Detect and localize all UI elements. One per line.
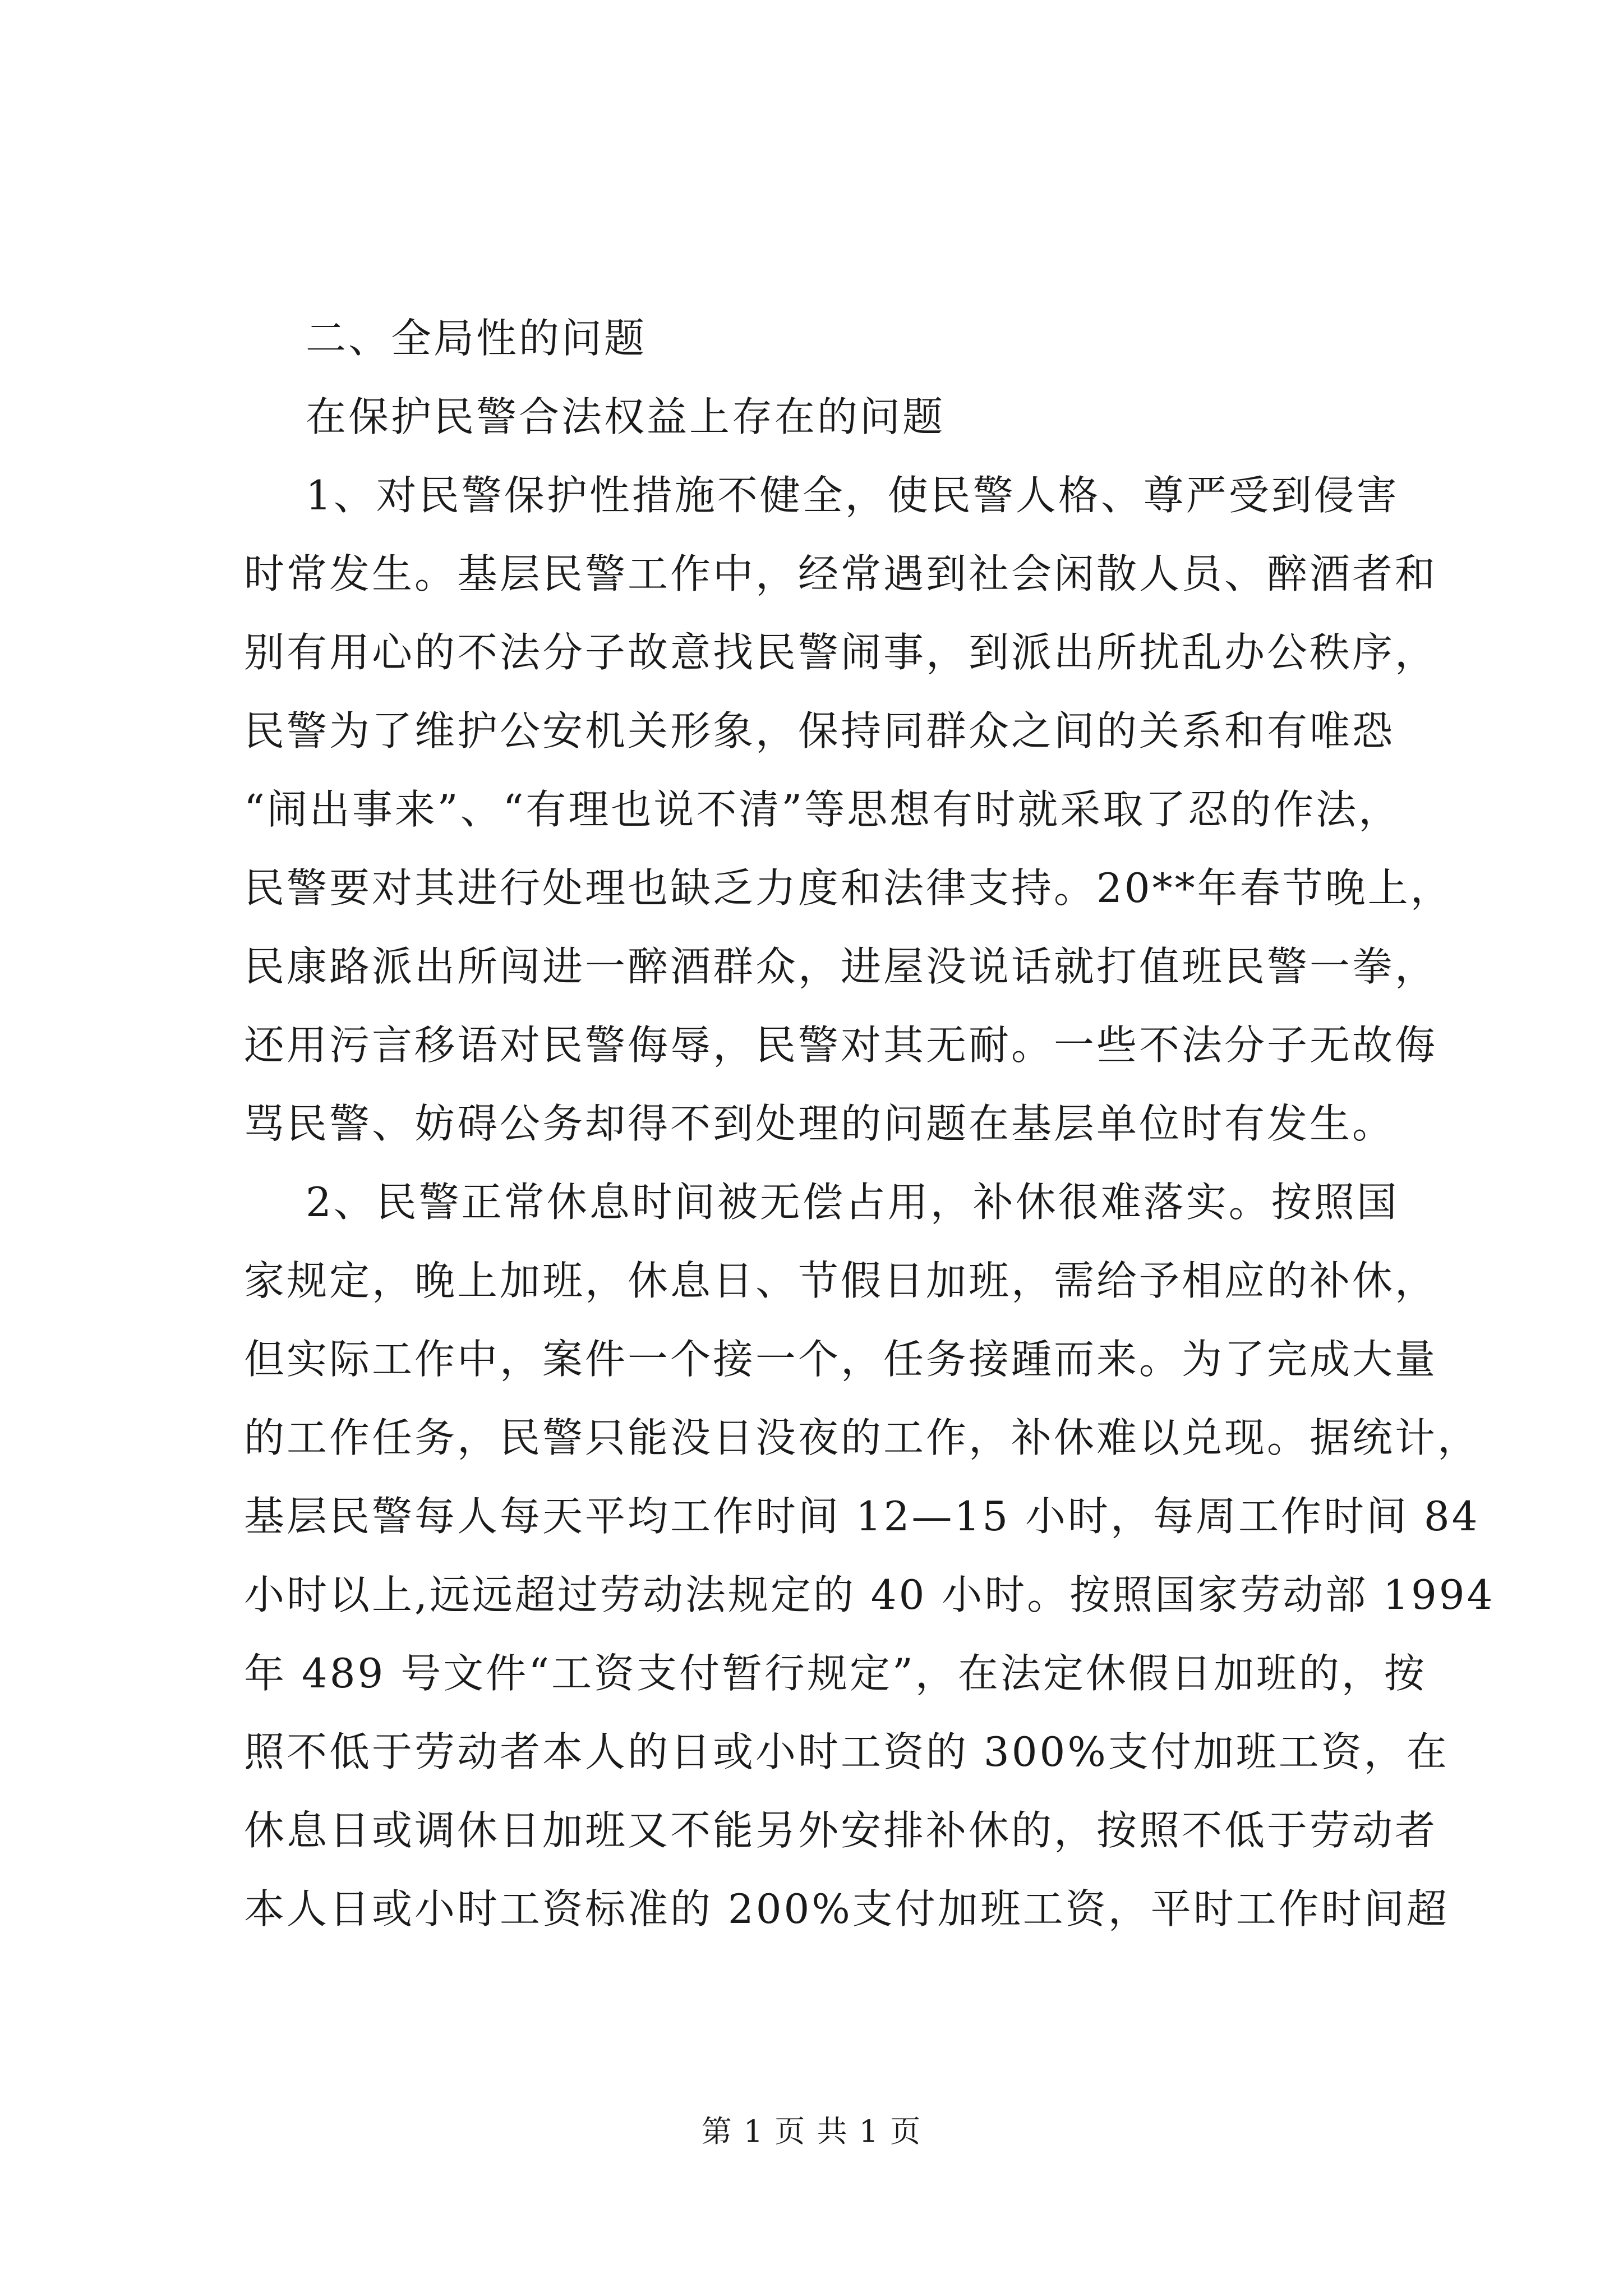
subsection-heading: 在保护民警合法权益上存在的问题	[306, 393, 946, 440]
paragraph-line: 时常发生。基层民警工作中，经常遇到社会闲散人员、醉酒者和	[244, 550, 1438, 597]
paragraph-line: 民警要对其进行处理也缺乏力度和法律支持。20**年春节晚上，	[244, 864, 1453, 912]
paragraph-line: 1、对民警保护性措施不健全，使民警人格、尊严受到侵害	[306, 472, 1399, 519]
page-footer: 第 1 页 共 1 页	[701, 2114, 922, 2149]
paragraph-line: 小时以上,远远超过劳动法规定的 40 小时。按照国家劳动部 1994	[244, 1571, 1495, 1618]
paragraph-line: 本人日或小时工资标准的 200%支付加班工资，平时工作时间超	[244, 1885, 1449, 1932]
paragraph-line: “闹出事来”、“有理也说不清”等思想有时就采取了忍的作法，	[244, 786, 1401, 833]
paragraph-line: 但实际工作中，案件一个接一个，任务接踵而来。为了完成大量	[244, 1336, 1438, 1383]
paragraph-line: 民康路派出所闯进一醉酒群众，进屋没说话就打值班民警一拳，	[244, 943, 1438, 990]
paragraph-line: 别有用心的不法分子故意找民警闹事，到派出所扰乱办公秩序，	[244, 629, 1438, 676]
paragraph-line: 的工作任务，民警只能没日没夜的工作，补休难以兑现。据统计，	[244, 1414, 1481, 1461]
paragraph-line: 休息日或调休日加班又不能另外安排补休的，按照不低于劳动者	[244, 1807, 1438, 1854]
section-heading: 二、全局性的问题	[306, 315, 647, 362]
paragraph-line: 骂民警、妨碍公务却得不到处理的问题在基层单位时有发生。	[244, 1100, 1395, 1147]
paragraph-line: 2、民警正常休息时间被无偿占用，补休很难落实。按照国	[306, 1179, 1399, 1226]
paragraph-line: 民警为了维护公安机关形象，保持同群众之间的关系和有唯恐	[244, 707, 1395, 754]
paragraph-line: 年 489 号文件“工资支付暂行规定”，在法定休假日加班的，按	[244, 1650, 1427, 1697]
paragraph-line: 还用污言移语对民警侮辱，民警对其无耐。一些不法分子无故侮	[244, 1022, 1438, 1069]
paragraph-line: 家规定，晚上加班，休息日、节假日加班，需给予相应的补休，	[244, 1257, 1438, 1304]
paragraph-line: 基层民警每人每天平均工作时间 12—15 小时，每周工作时间 84	[244, 1493, 1480, 1540]
paragraph-line: 照不低于劳动者本人的日或小时工资的 300%支付加班工资，在	[244, 1728, 1449, 1775]
